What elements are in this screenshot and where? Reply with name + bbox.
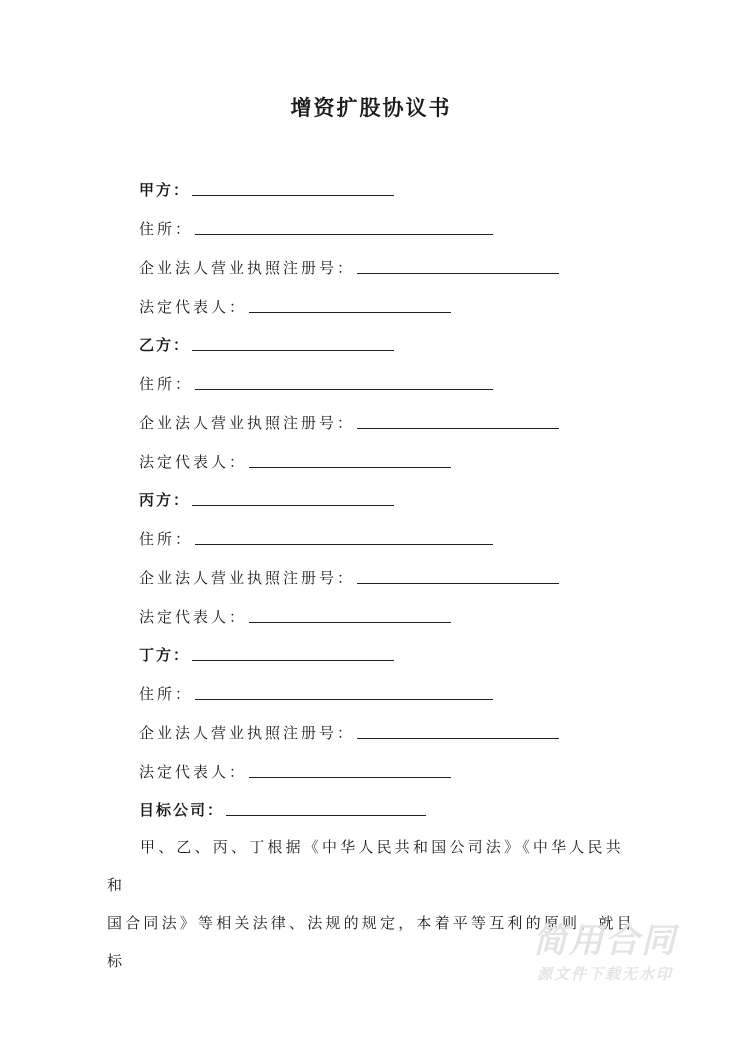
watermark: [510, 920, 700, 986]
target-company-row: [139, 796, 426, 820]
party-c-name-row: [139, 486, 394, 510]
party-d-license-label: 企业法人营业执照注册号：: [139, 724, 356, 742]
intro-line-2: 国合同法》等相关法律、法规的规定，本着平等互利的原则，就目标: [107, 914, 635, 970]
party-b-license-label: 企业法人营业执照注册号：: [139, 414, 356, 432]
party-b-name-row: [139, 331, 394, 355]
document-title: 增资扩股协议书: [290, 95, 452, 120]
party-c-address-row: [139, 525, 493, 549]
party-a-address-row: [139, 215, 493, 239]
party-a-name-label: 甲方：: [139, 181, 191, 199]
party-b-address-label: 住所：: [139, 375, 194, 393]
party-c-license-field[interactable]: [357, 582, 559, 584]
party-d-address-field[interactable]: [195, 698, 493, 700]
party-b-rep-field[interactable]: [249, 466, 451, 468]
watermark-brand: 简用合同: [533, 921, 677, 961]
target-company-label: 目标公司：: [139, 801, 225, 819]
party-b-address-field[interactable]: [195, 388, 493, 390]
party-b-license-row: [139, 409, 559, 433]
party-b-address-row: [139, 370, 493, 394]
party-b-name-label: 乙方：: [139, 336, 191, 354]
party-d-license-field[interactable]: [357, 737, 559, 739]
party-d-rep-row: [139, 758, 451, 782]
party-a-rep-field[interactable]: [249, 311, 451, 313]
party-b-rep-row: [139, 448, 451, 472]
party-c-rep-label: 法定代表人：: [139, 608, 248, 626]
party-b-license-field[interactable]: [357, 427, 559, 429]
party-a-license-field[interactable]: [357, 272, 559, 274]
party-d-address-row: [139, 680, 493, 704]
intro-line-1: 甲、乙、丙、丁根据《中华人民共和国公司法》《中华人民共和: [107, 838, 624, 894]
target-company-field[interactable]: [226, 814, 426, 816]
party-a-address-field[interactable]: [195, 233, 493, 235]
party-a-rep-label: 法定代表人：: [139, 298, 248, 316]
party-c-rep-field[interactable]: [249, 621, 451, 623]
party-c-address-field[interactable]: [195, 543, 493, 545]
party-c-license-label: 企业法人营业执照注册号：: [139, 569, 356, 587]
party-d-name-label: 丁方：: [139, 646, 191, 664]
party-d-license-row: [139, 719, 559, 743]
party-a-license-label: 企业法人营业执照注册号：: [139, 259, 356, 277]
party-a-name-field[interactable]: [192, 194, 394, 196]
party-d-rep-field[interactable]: [249, 776, 451, 778]
party-d-name-field[interactable]: [192, 659, 394, 661]
party-c-license-row: [139, 564, 559, 588]
party-c-name-label: 丙方：: [139, 491, 191, 509]
watermark-tagline: 源文件下载无水印: [536, 965, 673, 983]
party-a-license-row: [139, 254, 559, 278]
party-d-address-label: 住所：: [139, 685, 194, 703]
party-d-rep-label: 法定代表人：: [139, 763, 248, 781]
party-d-name-row: [139, 641, 394, 665]
party-b-name-field[interactable]: [192, 349, 394, 351]
party-a-name-row: [139, 176, 394, 200]
party-c-rep-row: [139, 603, 451, 627]
party-a-address-label: 住所：: [139, 220, 194, 238]
party-b-rep-label: 法定代表人：: [139, 453, 248, 471]
party-a-rep-row: [139, 293, 451, 317]
party-c-address-label: 住所：: [139, 530, 194, 548]
party-c-name-field[interactable]: [192, 504, 394, 506]
